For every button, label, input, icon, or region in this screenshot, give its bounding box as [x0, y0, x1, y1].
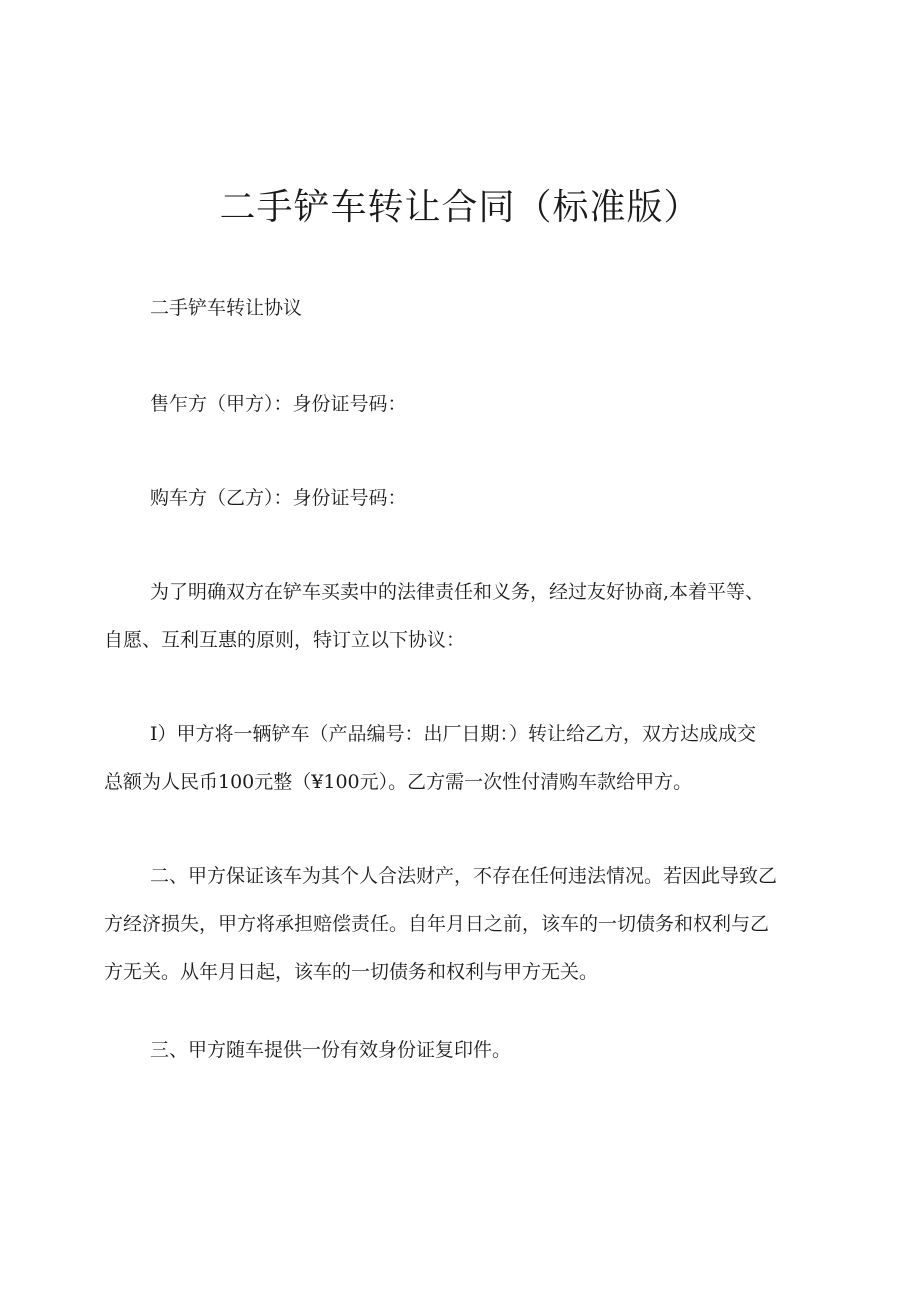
clause-2-line-3: 方无关。从年月日起，该车的一切债务和权利与甲方无关。	[104, 961, 599, 983]
clause-1-line-2: 总额为人民币100元整（¥100元）。乙方需一次性付清购车款给甲方。	[104, 771, 693, 793]
intro-line-1: 为了明确双方在铲车买卖中的法律责任和义务，经过友好协商,本着平等、	[150, 581, 765, 603]
seller-line: 售乍方（甲方）：身份证号码：	[150, 393, 407, 415]
buyer-line: 购车方（乙方）：身份证号码：	[150, 487, 407, 509]
clause-2-line-1: 二、甲方保证该车为其个人合法财产，不存在任何违法情况。若因此导致乙	[150, 865, 778, 887]
clause-2-line-2: 方经济损失，甲方将承担赔偿责任。自年月日之前，该车的一切债务和权利与乙	[104, 913, 770, 935]
clause-1-line-1: I）甲方将一辆铲车（产品编号：出厂日期：）转让给乙方，双方达成成交	[150, 723, 757, 745]
agreement-subtitle: 二手铲车转让协议	[150, 297, 303, 319]
clause-3-line-1: 三、甲方随车提供一份有效身份证复印件。	[150, 1039, 512, 1061]
intro-line-2: 自愿、互利互惠的原则，特订立以下协议：	[104, 629, 466, 651]
document-title: 二手铲车转让合同（标准版）	[219, 187, 701, 228]
